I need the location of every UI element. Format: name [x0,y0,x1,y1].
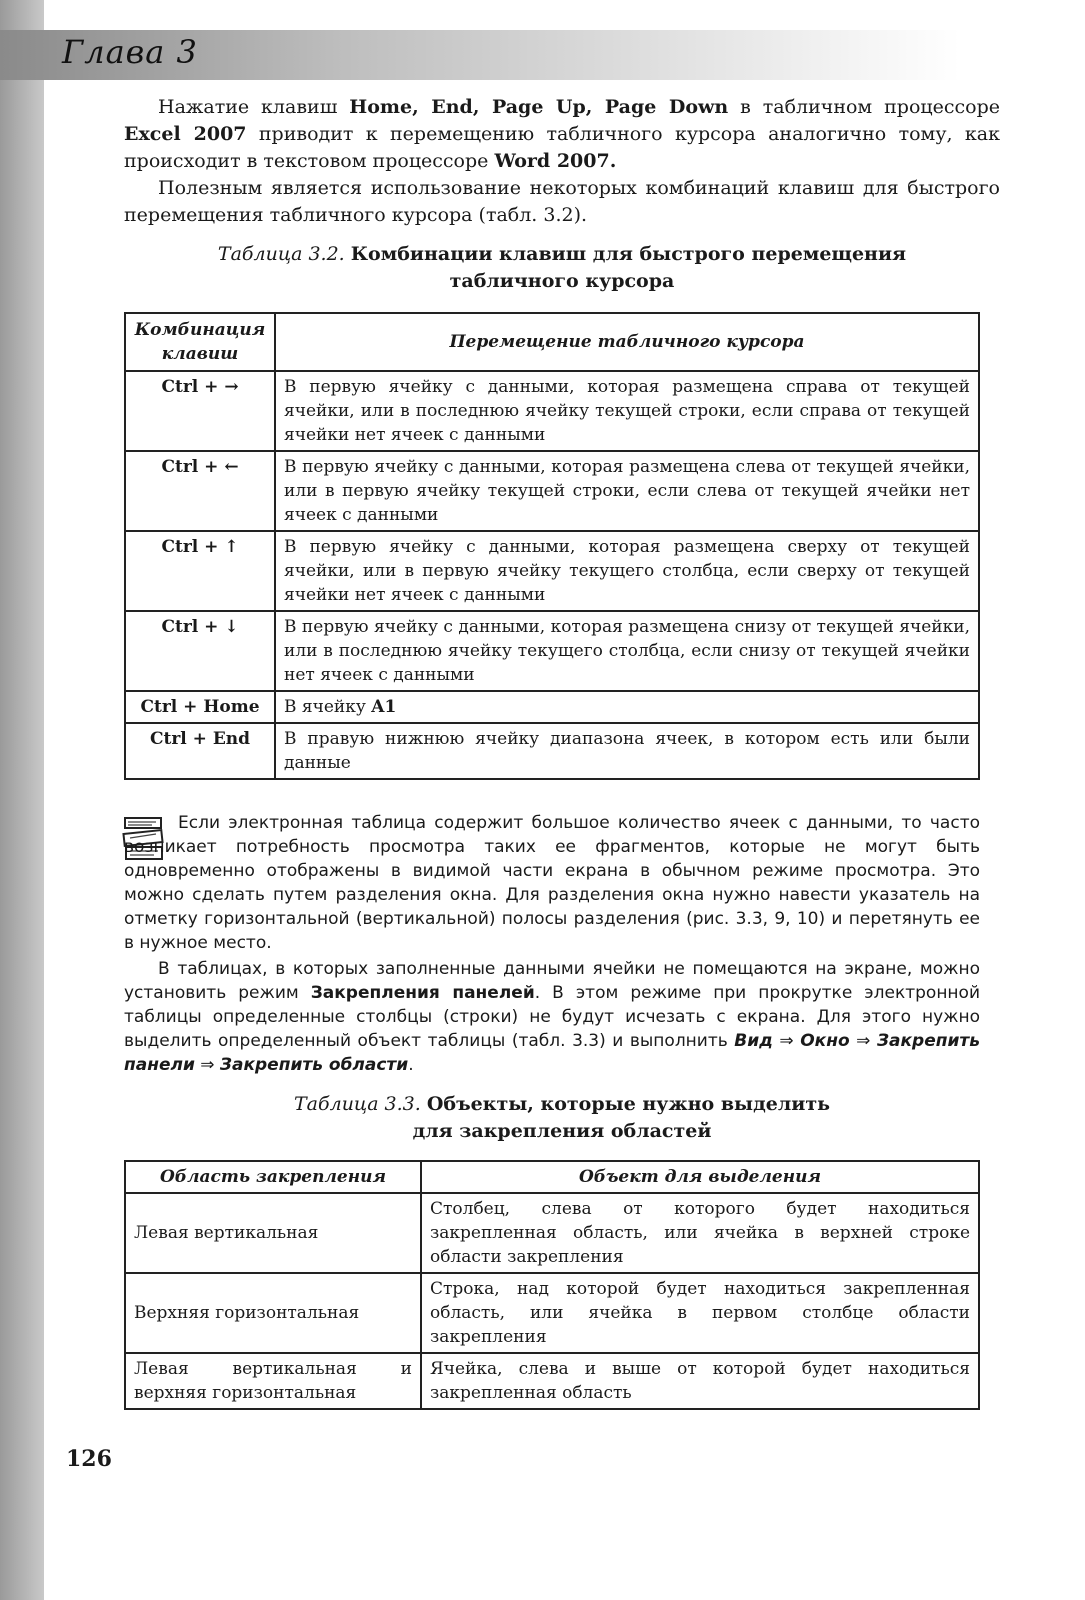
note-paragraph-1 [124,811,980,955]
table-row [125,371,979,451]
object-cell: Столбец, слева от которого будет находиться закрепленная область, или ячейка в верхней строке области закрепления [421,1193,979,1273]
table-row [125,611,979,691]
description-cell: В первую ячейку с данными, которая размещена слева от текущей ячейки, или в первую ячейку текущей строки, если слева от текущей ячейки нет ячеек с данными [275,451,979,531]
chapter-title: Глава 3 [62,33,198,71]
table-header-cell: Комбинация клавиш [125,313,275,371]
table-row [125,1273,979,1353]
key-combination-cell: Ctrl + End [125,723,275,779]
intro-paragraph-1-segment: Excel 2007 [124,123,247,145]
note-paragraph-2 [124,957,980,1077]
note-paragraph-2-segment: . [408,1055,414,1075]
key-combination-cell: Ctrl + ← [125,451,275,531]
note-paragraph-2-segment: ⇒ [194,1055,220,1075]
note-paragraph-2-segment: В таблицах, в которых заполненные данными ячейки не помещаются на экране, можно установить режим [124,959,980,1003]
table-header-cell: Перемещение табличного курсора [275,313,979,371]
table-3-2-caption-label: Таблица 3.2. [217,243,345,265]
intro-paragraph-2: Полезным является использование некоторых комбинаций клавиш для быстрого перемещения табличного курсора (табл. 3.2). [124,177,1000,226]
note-paragraph-2-segment: Закрепить области [219,1055,409,1075]
table-row [125,1193,979,1273]
intro-paragraph-1 [124,94,1000,175]
table-3-3-caption [124,1091,1000,1145]
key-combination-cell: Ctrl + → [125,371,275,451]
table-row [125,531,979,611]
table-3-3-caption-title-2: для закрепления областей [412,1120,712,1142]
table-3-3-caption-title-1: Объекты, которые нужно выделить [426,1093,830,1115]
description-cell: В первую ячейку с данными, которая размещена снизу от текущей ячейки, или в последнюю ячейку текущего столбца, если снизу от текущей ячейки нет ячеек с данными [275,611,979,691]
description-cell: В первую ячейку с данными, которая размещена справа от текущей ячейки, или в последнюю ячейку текущей строки, если справа от текущей ячейки нет ячеек с данными [275,371,979,451]
note-paragraph-2-segment: ⇒ [849,1031,877,1051]
note-paragraph-2-segment: . В этом режиме при прокрутке электронной таблицы определенные столбцы (строки) не будут исчезать с екрана. Для этого нужно выделить определенный объект таблицы (табл. 3.3) и выполнить [124,983,980,1051]
table-3-2 [124,312,980,780]
description-cell [275,691,979,723]
note-paragraph-2-segment: Закрепления панелей [310,983,535,1003]
table-3-2-caption [124,241,1000,295]
note-paragraph-1-text: Если электронная таблица содержит большое количество ячеек с данными, то часто возникает потребность просмотра таких ее фрагментов, которые не могут быть одновременно отображены в видимой части екрана в обычном режиме просмотра. Это можно сделать путем разделения окна. Для разделения окна нужно навести указатель на отметку горизонтальной (вертикальной) полосы разделения (рис. 3.3, 9, 10) и перетянуть ее в нужное место. [124,813,980,953]
note-paragraph-2-segment: ⇒ [772,1031,801,1051]
table-3-2-caption-title-2: табличного курсора [449,270,675,292]
key-combination-cell: Ctrl + ↑ [125,531,275,611]
key-combination-cell: Ctrl + Home [125,691,275,723]
intro-paragraph-1-segment: приводит к перемещению табличного курсора аналогично тому, как происходит в текстовом процессоре [124,123,1000,172]
table-3-3-caption-label: Таблица 3.3. [294,1093,421,1115]
description-cell: В правую нижнюю ячейку диапазона ячеек, в котором есть или были данные [275,723,979,779]
note-paragraph-2-segment: Вид [734,1031,773,1051]
table-row [125,451,979,531]
table-header-row [125,313,979,371]
page-edge-strip [0,0,44,1600]
object-cell: Ячейка, слева и выше от которой будет находиться закрепленная область [421,1353,979,1409]
note-paragraph-2-segment: Окно [800,1031,850,1051]
intro-paragraph-1-segment: Word 2007. [494,150,617,172]
cell-reference: A1 [371,697,397,717]
table-row [125,723,979,779]
note-paragraph-2-segment: Закрепить панели [124,1031,980,1075]
intro-paragraph-1-segment: в табличном процессоре [728,96,1000,118]
key-combination-cell: Ctrl + ↓ [125,611,275,691]
intro-paragraph-1-segment: Home, End, Page Up, Page Down [349,96,729,118]
object-cell: Строка, над которой будет находиться закрепленная область, или ячейка в первом столбце области закрепления [421,1273,979,1353]
table-3-2-caption-title-1: Комбинации клавиш для быстрого перемещения [350,243,907,265]
page-number: 126 [66,1446,112,1472]
table-header-row [125,1161,979,1193]
table-3-3 [124,1160,980,1410]
table-row [125,691,979,723]
area-cell: Левая вертикальная [125,1193,421,1273]
intro-paragraph-1-segment: Нажатие клавиш [158,96,350,118]
area-cell: Левая вертикальная и верхняя горизонтальная [125,1353,421,1409]
table-header-cell: Объект для выделения [421,1161,979,1193]
description-cell: В первую ячейку с данными, которая размещена сверху от текущей ячейки, или в первую ячейку текущего столбца, если сверху от текущей ячейки нет ячеек с данными [275,531,979,611]
table-row [125,1353,979,1409]
area-cell: Верхняя горизонтальная [125,1273,421,1353]
description-prefix: В ячейку [284,697,372,717]
table-header-cell: Область закрепления [125,1161,421,1193]
